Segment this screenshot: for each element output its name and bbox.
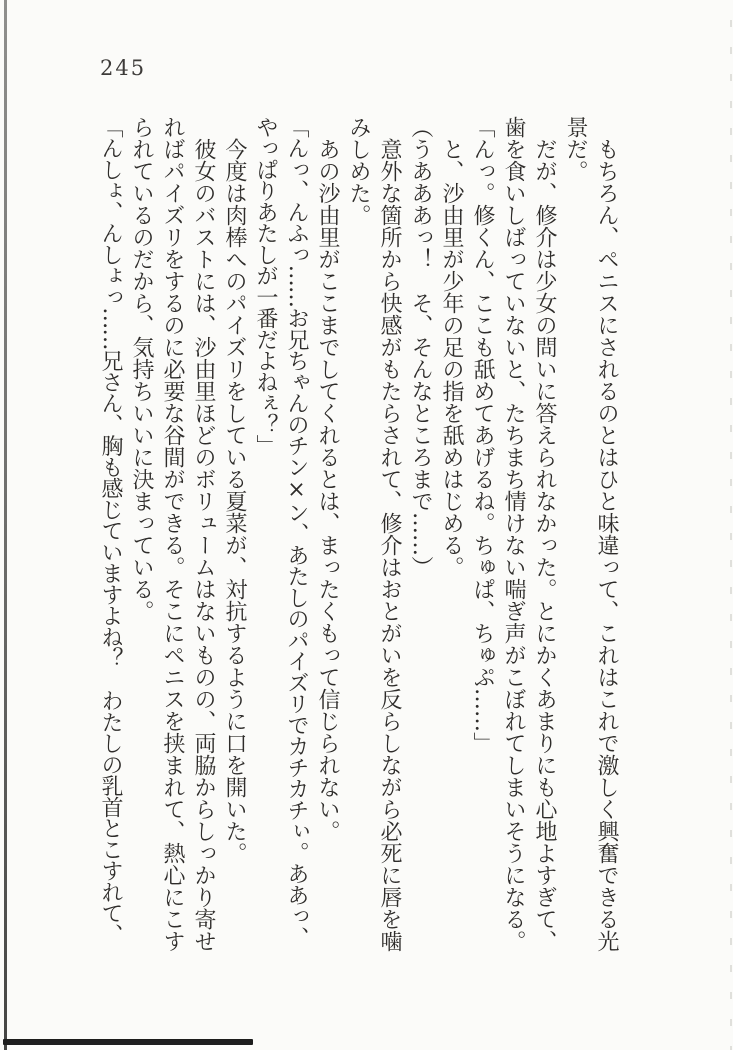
paragraph-3: 「んっ。修くん、ここも舐めてあげるね。ちゅぱ、ちゅぷ……」 — [470, 116, 495, 754]
paragraph-11: 「んしょ、んしょっ……兄さん、胸も感じていますよね？ わたしの乳首とこすれて、 — [98, 116, 123, 945]
scan-edge-noise — [730, 0, 732, 1050]
page-bottom-shadow — [3, 1039, 253, 1045]
paragraph-8: 「んっ、んふっ……お兄ちゃんのチン×ン、あたしのパイズリでカチカチぃ。ああっ、やっぱりあたしが一番だよねぇ？」 — [253, 116, 309, 948]
paragraph-4: と、沙由里が少年の足の指を舐めはじめる。 — [439, 138, 464, 578]
paragraph-10: 彼女のバストには、沙由里ほどのボリュームはないものの、両脇からしっかり寄せればパイズリをするのに必要な谷間ができる。そこにペニスを挟まれて、熱心にこすられているのだから、気持ちいいに決まっている。 — [129, 116, 216, 952]
paragraph-9: 今度は肉棒へのパイズリをしている夏菜が、対抗するように口を開いた。 — [222, 138, 247, 864]
page-gutter-line — [4, 0, 7, 1050]
page-number: 245 — [100, 56, 147, 80]
paragraph-5: （うあああっ！ そ、そんなところまで……） — [408, 116, 433, 578]
paragraph-1: もちろん、ペニスにされるのとはひと味違って、これはこれで激しく興奮できる光景だ。 — [563, 116, 619, 952]
paragraph-7: あの沙由里がここまでしてくれるとは、まったくもって信じられない。 — [315, 138, 340, 842]
vertical-text-block — [95, 116, 622, 956]
paragraph-6: 意外な箇所から快感がもたらされて、修介はおとがいを反らしながら必死に唇を噛みしめた。 — [346, 116, 402, 952]
paragraph-2: だが、修介は少女の問いに答えられなかった。とにかくあまりにも心地よすぎて、歯を食いしばっていないと、たちまち情けない喘ぎ声がこぼれてしまいそうになる。 — [501, 116, 557, 952]
